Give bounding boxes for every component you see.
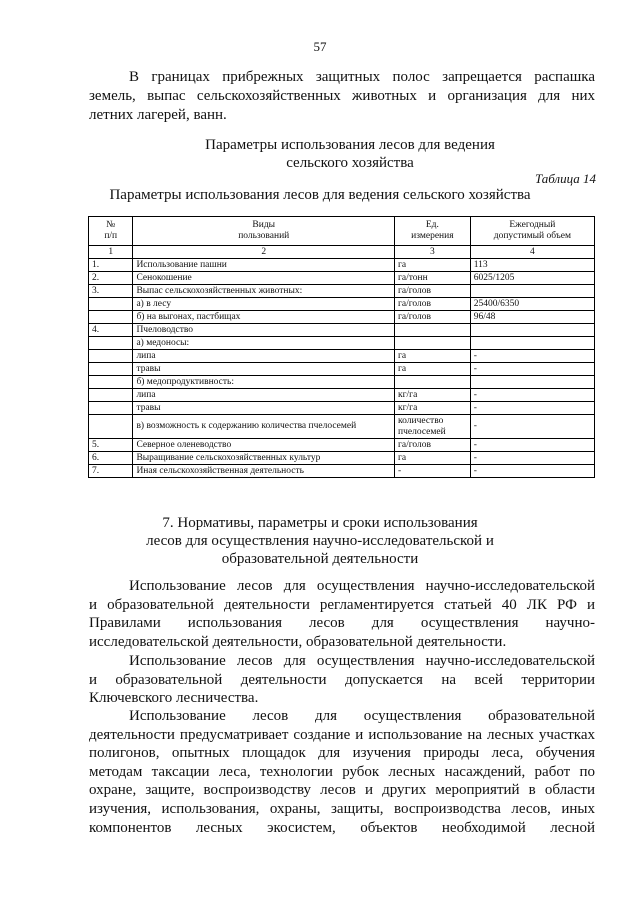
row-unit-cell: га	[395, 452, 471, 465]
row-volume-cell: -	[470, 402, 594, 415]
row-unit-cell	[395, 337, 471, 350]
table-row	[89, 452, 595, 465]
row-volume-cell	[470, 324, 594, 337]
row-unit-cell: га	[395, 350, 471, 363]
table-header-row	[89, 217, 595, 246]
row-volume-cell: 96/48	[470, 311, 594, 324]
row-number-cell: 7.	[89, 465, 133, 478]
row-number-cell: 6.	[89, 452, 133, 465]
title-line: 7. Нормативы, параметры и сроки использования	[162, 515, 478, 531]
row-unit-cell: -	[395, 465, 471, 478]
table-row	[89, 389, 595, 402]
table-row	[89, 311, 595, 324]
section-7-title	[0, 514, 640, 568]
table-row	[89, 259, 595, 272]
row-number-cell: 2.	[89, 272, 133, 285]
paragraph-2	[89, 652, 595, 708]
text-line: и образовательной деятельности допускается на всей территории	[89, 671, 595, 688]
header-cell-volume: Ежегодный допустимый объем	[470, 217, 594, 246]
row-type-cell: липа	[133, 350, 395, 363]
text-line: летних лагерей, ванн.	[89, 107, 227, 123]
row-volume-cell: -	[470, 415, 594, 439]
header-cell-number: № п/п	[89, 217, 133, 246]
row-type-cell: травы	[133, 402, 395, 415]
row-unit-cell: га/тонн	[395, 272, 471, 285]
row-type-cell: Пчеловодство	[133, 324, 395, 337]
table-row	[89, 272, 595, 285]
text-line: исследовательской деятельности, образовательной деятельности.	[89, 633, 507, 650]
column-number: 2	[133, 246, 395, 259]
row-number-cell: 5.	[89, 439, 133, 452]
row-number-cell: 3.	[89, 285, 133, 298]
title-line: образовательной деятельности	[221, 551, 419, 567]
row-volume-cell: -	[470, 439, 594, 452]
table-row	[89, 298, 595, 311]
text-line: изучения, использования, охраны, защиты, воспроизводства лесов, иных	[89, 800, 595, 817]
row-type-cell: травы	[133, 363, 395, 376]
row-number-cell	[89, 337, 133, 350]
row-unit-cell: га/голов	[395, 285, 471, 298]
table-row	[89, 324, 595, 337]
row-unit-cell	[395, 324, 471, 337]
table-row	[89, 285, 595, 298]
header-cell-type: Виды пользований	[133, 217, 395, 246]
column-number: 3	[395, 246, 471, 259]
table-row	[89, 363, 595, 376]
paragraph-1	[89, 577, 595, 651]
column-number: 4	[470, 246, 594, 259]
row-volume-cell	[470, 376, 594, 389]
page-number: 57	[313, 39, 327, 54]
row-volume-cell: 6025/1205	[470, 272, 594, 285]
row-number-cell	[89, 363, 133, 376]
row-type-cell: в) возможность к содержанию количества пчелосемей	[133, 415, 395, 439]
intro-paragraph	[89, 68, 595, 125]
section-heading	[185, 136, 515, 172]
text-line: Использование лесов для осуществления образовательной	[129, 708, 595, 724]
heading-line: сельского хозяйства	[286, 155, 414, 171]
row-number-cell	[89, 298, 133, 311]
text-line: Правилами использования лесов для осуществления научно-	[89, 615, 595, 632]
row-unit-cell: га/голов	[395, 439, 471, 452]
text-line: охране, защите, воспроизводству лесов и других мероприятий в области	[89, 782, 595, 799]
text-line: Использование лесов для осуществления научно-исследовательской	[129, 578, 595, 594]
row-volume-cell: -	[470, 389, 594, 402]
column-number-row	[89, 246, 595, 259]
row-number-cell	[89, 311, 133, 324]
row-volume-cell: -	[470, 452, 594, 465]
row-volume-cell: 113	[470, 259, 594, 272]
row-volume-cell: 25400/6350	[470, 298, 594, 311]
row-number-cell: 1.	[89, 259, 133, 272]
row-type-cell: липа	[133, 389, 395, 402]
row-type-cell: Использование пашни	[133, 259, 395, 272]
table-label: Таблица 14	[534, 171, 596, 186]
row-type-cell: а) медоносы:	[133, 337, 395, 350]
row-type-cell: Выращивание сельскохозяйственных культур	[133, 452, 395, 465]
row-type-cell: б) на выгонах, пастбищах	[133, 311, 395, 324]
row-volume-cell: -	[470, 363, 594, 376]
params-table	[88, 216, 595, 478]
table-row	[89, 350, 595, 363]
column-number: 1	[89, 246, 133, 259]
text-line: методам таксации леса, технологии рубок лесных насаждений, работ по	[89, 763, 595, 780]
table-row	[89, 337, 595, 350]
row-volume-cell	[470, 337, 594, 350]
row-volume-cell: -	[470, 350, 594, 363]
row-number-cell	[89, 402, 133, 415]
row-type-cell: Выпас сельскохозяйственных животных:	[133, 285, 395, 298]
row-number-cell	[89, 350, 133, 363]
row-unit-cell: кг/га	[395, 389, 471, 402]
row-unit-cell: количество пчелосемей	[395, 415, 471, 439]
table-row	[89, 465, 595, 478]
row-type-cell: а) в лесу	[133, 298, 395, 311]
row-unit-cell	[395, 376, 471, 389]
row-unit-cell: га/голов	[395, 298, 471, 311]
table-title: Параметры использования лесов для ведения сельского хозяйства	[109, 187, 531, 203]
text-line: компонентов лесных экосистем, объектов необходимой лесной	[89, 819, 595, 836]
row-type-cell: Сенокошение	[133, 272, 395, 285]
header-cell-unit: Ед. измерения	[395, 217, 471, 246]
row-unit-cell: га	[395, 259, 471, 272]
row-number-cell	[89, 415, 133, 439]
row-number-cell	[89, 389, 133, 402]
row-type-cell: Северное оленеводство	[133, 439, 395, 452]
text-line: полигонов, опытных площадок для изучения природы леса, обучения	[89, 745, 595, 762]
row-number-cell	[89, 376, 133, 389]
text-line: и образовательной деятельности регламентируется статьей 40 ЛК РФ и	[89, 596, 595, 613]
text-line: Ключевского лесничества.	[89, 690, 259, 707]
row-type-cell: Иная сельскохозяйственная деятельность	[133, 465, 395, 478]
table-row	[89, 439, 595, 452]
text-line: Использование лесов для осуществления научно-исследовательской	[129, 653, 595, 669]
heading-line: Параметры использования лесов для ведения	[205, 137, 495, 153]
text-line: В границах прибрежных защитных полос запрещается распашка	[129, 69, 595, 85]
row-unit-cell: кг/га	[395, 402, 471, 415]
row-number-cell: 4.	[89, 324, 133, 337]
row-type-cell: б) медопродуктивность:	[133, 376, 395, 389]
row-unit-cell: га	[395, 363, 471, 376]
row-unit-cell: га/голов	[395, 311, 471, 324]
text-line: деятельности предусматривает создание и использование на лесных участках	[89, 726, 595, 743]
text-line: земель, выпас сельскохозяйственных животных и организация для них	[89, 88, 595, 104]
row-volume-cell: -	[470, 465, 594, 478]
table-row	[89, 415, 595, 439]
title-line: лесов для осуществления научно-исследовательской и	[146, 533, 494, 549]
table-row	[89, 376, 595, 389]
paragraph-3	[89, 707, 595, 837]
table-row	[89, 402, 595, 415]
row-volume-cell	[470, 285, 594, 298]
